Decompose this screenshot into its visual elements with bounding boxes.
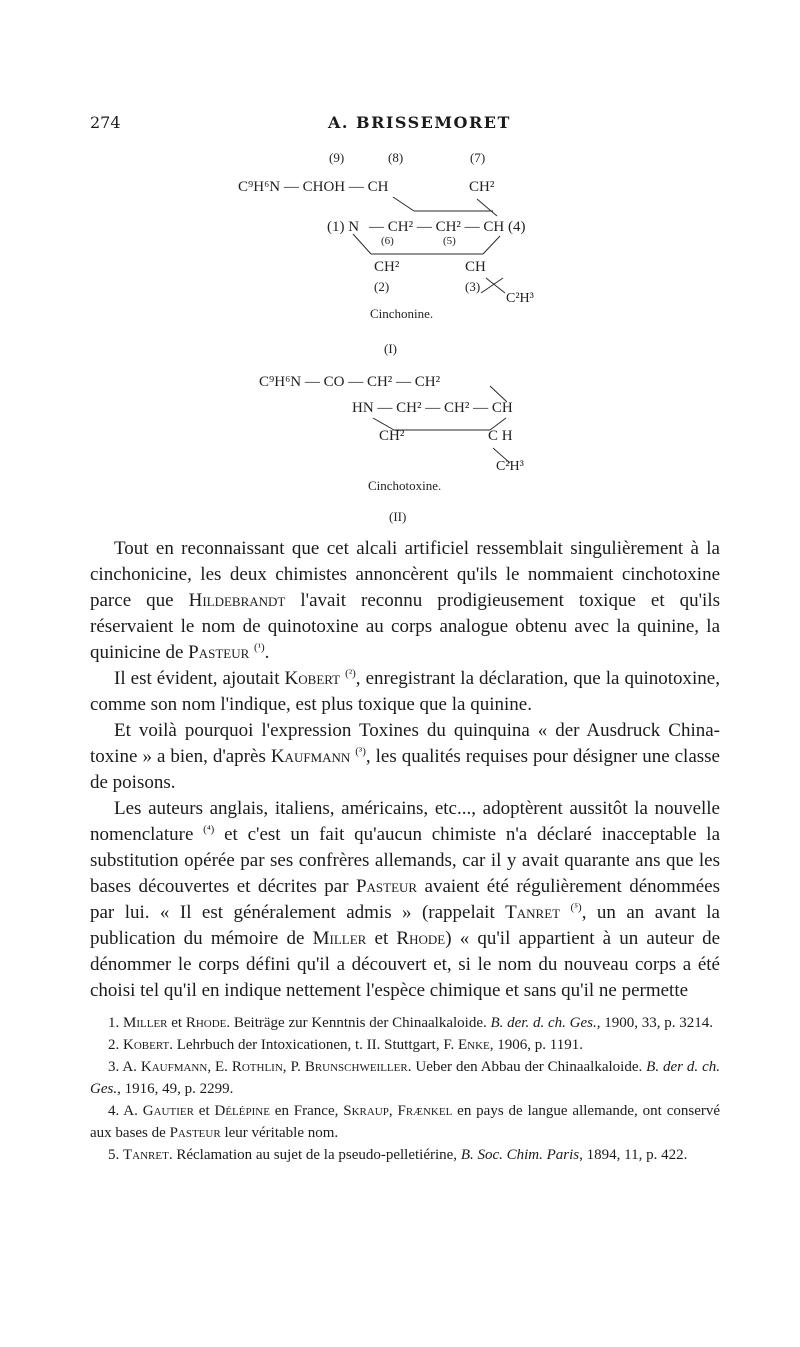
formula2-row1: C⁹H⁶N — CO — CH² — CH² [259, 374, 441, 390]
atom-number-7: (7) [470, 150, 486, 165]
footnote-ref: (²) [345, 667, 356, 680]
footnote-ref: (⁵) [570, 901, 582, 914]
footnote-5: 5. Tanret. Réclamation au sujet de la pseudo-pelletiérine, B. Soc. Chim. Paris, 1894, 11, p. 422. [108, 1147, 688, 1163]
footnotes [90, 1012, 720, 1166]
author-name: Pasteur [188, 642, 250, 663]
formula2-roman: (II) [389, 509, 407, 524]
author-name: Miller [312, 928, 367, 949]
paragraph-4: Les auteurs anglais, italiens, américains, etc..., adoptèrent aussitôt la nouvelle nomenclature $^{(^4)}$ et c'est un fait qu'aucun chimiste n'a déclaré inacceptable la substitution opérée par ses confrères allemands, car il y avait quarante ans que les bases découvertes et décrites par Pasteur avaient été régulièrement dénommées par lui. « Il est généralement admis » (rappelait Tanret $^{(^5)}$, un an avant la publication du mémoire de Miller et Rhode) « qu'il appartient à un auteur de dénommer le corps défini qu'il a découvert et, si le nom du nouveau corps a été choisi tel qu'il en indique nettement l'espèce chimique et sans qu'il ne permette [90, 798, 721, 1001]
author-name: Rhode [396, 928, 446, 949]
atom-number-6: (6) [381, 235, 394, 247]
formula1-ethyl: C²H³ [506, 291, 534, 306]
formula1-n-label: (1) N [327, 219, 360, 235]
formula1-ch2-top: CH² [469, 179, 495, 195]
author-name: Kaufmann [270, 746, 351, 767]
footnote-2: 2. Kobert. Lehrbuch der Intoxicationen, t. II. Stuttgart, F. Enke, 1906, p. 1191. [108, 1037, 583, 1053]
formula1-row1: C⁹H⁶N — CHOH — CH [238, 179, 389, 195]
atom-number-9: (9) [329, 150, 345, 165]
footnote-ref: (³) [355, 745, 366, 758]
formula2-ch2-bottom: CH² [379, 428, 405, 444]
author-name: Kobert [284, 668, 341, 689]
footnote-1: 1. Miller et Rhode. Beiträge zur Kenntnis der Chinaalkaloide. B. der. d. ch. Ges., 1900, 33, p. 3214. [108, 1015, 713, 1031]
footnote-3: 3. A. Kaufmann, E. Rothlin, P. Brunschweiller. Ueber den Abbau der Chinaalkaloide. B. der d. ch. Ges., 1916, 49, p. 2299. [90, 1059, 720, 1097]
author-name: Tanret [505, 902, 561, 923]
page-number: 274 [90, 113, 121, 132]
footnote-ref: (¹) [254, 641, 265, 654]
cinchotoxine-formula [0, 0, 800, 530]
formula2-row2: HN — CH² — CH² — CH [352, 400, 513, 416]
author-name: Pasteur [355, 876, 418, 897]
author-name: Hildebrandt [188, 590, 286, 611]
footnote-ref: (⁴) [203, 823, 215, 836]
formula1-roman: (I) [384, 341, 397, 356]
atom-number-8: (8) [388, 150, 404, 165]
body-text [90, 536, 720, 1004]
atom-number-2: (2) [374, 279, 390, 294]
paragraph-3: Et voilà pourquoi l'expression Toxines du quinquina « der Ausdruck China-toxine » a bien, d'après Kaufmann $^{(^3)}$, les qualités requises pour désigner une classe de poisons. [90, 720, 720, 793]
running-head: A. BRISSEMORET [328, 113, 511, 132]
paragraph-2: Il est évident, ajoutait Kobert $^{(^2)}$, enregistrant la déclaration, que la quinotoxine, comme son nom l'indique, est plus toxique que la quinine. [90, 667, 720, 715]
formula1-ch-bottom: CH [465, 259, 486, 275]
formula2-ch-bottom: C H [488, 428, 513, 444]
formula2-ethyl: C²H³ [496, 459, 524, 474]
atom-number-5: (5) [443, 235, 456, 247]
formula1-row2: — CH² — CH² — CH (4) [369, 219, 526, 235]
formula1-ch2-bottom: CH² [374, 259, 400, 275]
footnote-4: 4. A. Gautier et Délépine en France, Skraup, Frænkel en pays de langue allemande, ont conservé aux bases de Pasteur leur véritable nom. [90, 1103, 720, 1141]
atom-number-3: (3) [465, 279, 481, 294]
formula2-name: Cinchotoxine. [368, 478, 442, 493]
paragraph-1: Tout en reconnaissant que cet alcali artificiel ressemblait singulièrement à la cinchonicine, les deux chimistes annoncèrent qu'ils le nommaient cinchotoxine parce que Hildebrandt l'avait reconnu prodigieusement toxique et qu'ils réservaient le nom de quinotoxine au corps analogue obtenu avec la quinine, la quinicine de Pasteur $^{(^1)}$. [90, 538, 720, 663]
formula1-name: Cinchonine. [370, 306, 434, 321]
